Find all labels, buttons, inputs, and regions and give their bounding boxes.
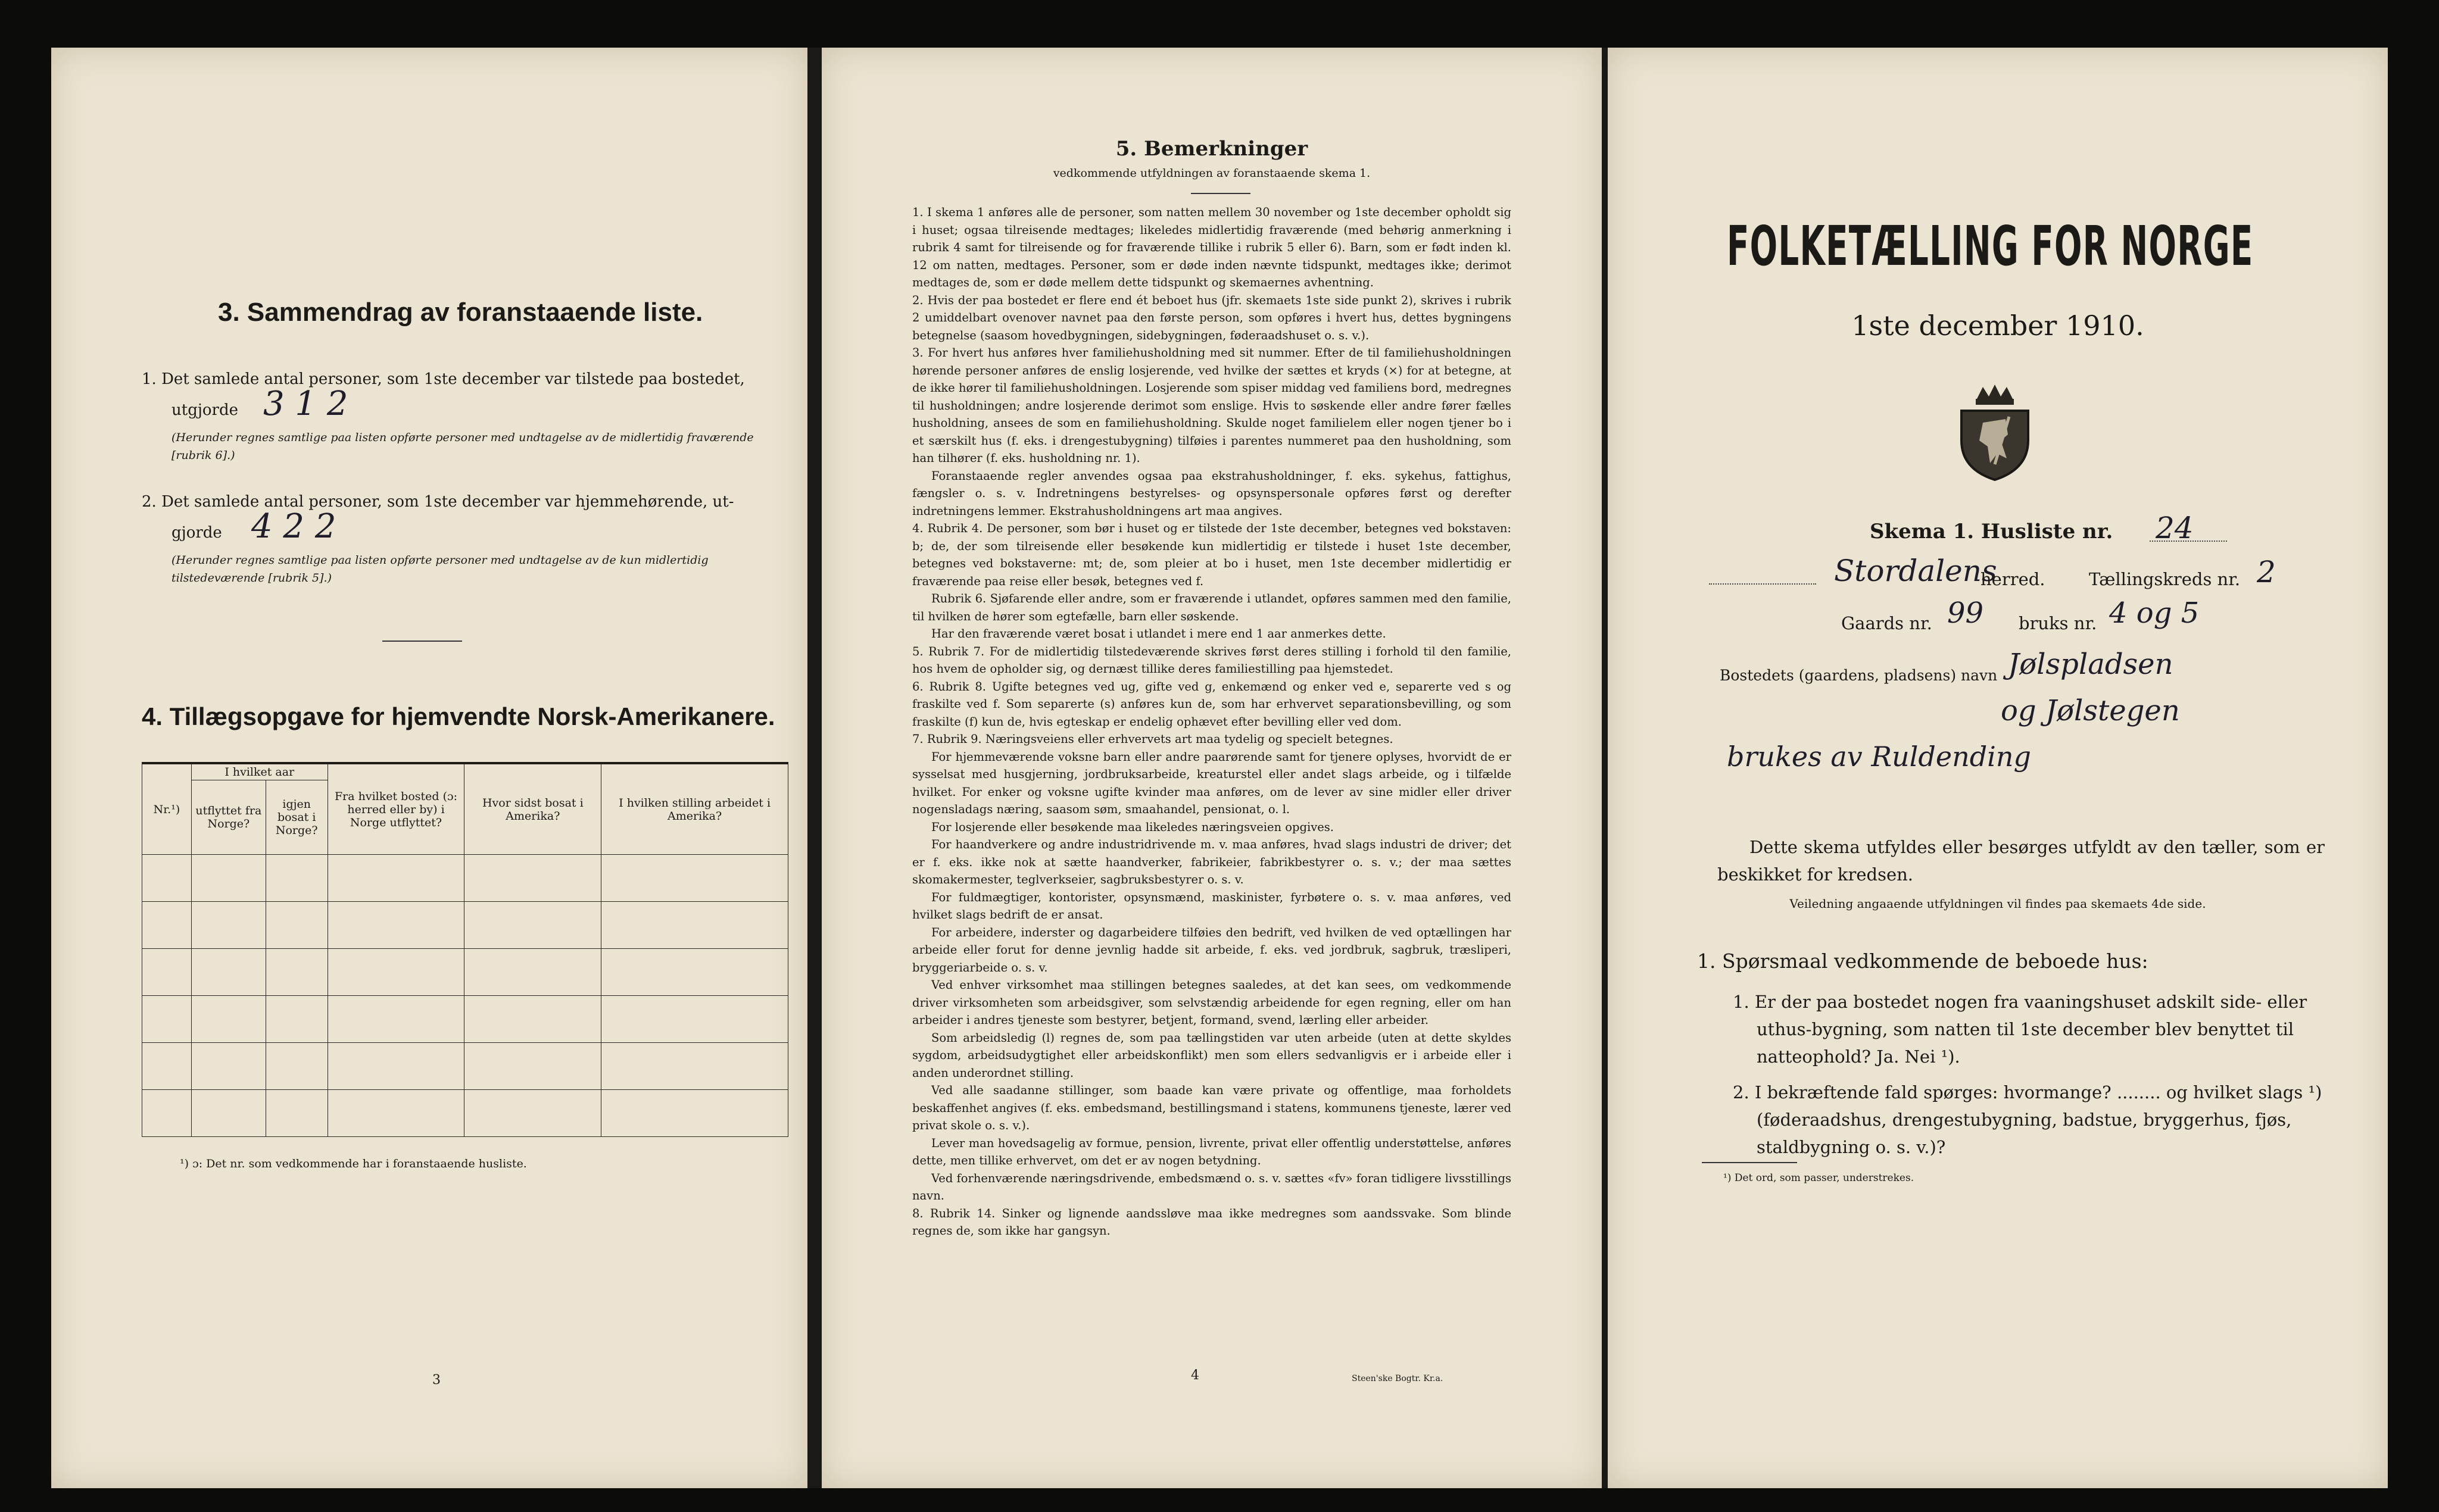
norsk-amerikanere-table (142, 762, 788, 1137)
table-cell (142, 855, 192, 902)
table-cell (328, 855, 464, 902)
table-cell (266, 1043, 328, 1090)
gutter-left (807, 48, 822, 1488)
bemerkning-paragraph: Foranstaaende regler anvendes ogsaa paa ekstrahusholdninger, f. eks. sykehus, fattighus, fængsler o. s. v. Indretningens bestyrelses- og opsynspersonale opføres først og derefter indretningens lemmer. Ekstrahusholdningens art maa angives. (912, 468, 1511, 518)
bemerkning-paragraph: 8. Rubrik 14. Sinker og lignende aandssløve maa ikke medregnes som aandssvake. Som blinde regnes de, som ikke har gangsyn. (912, 1206, 1511, 1238)
table-cell (601, 902, 788, 949)
kreds-label: Tællingskreds nr. (2089, 569, 2241, 589)
census-title: FOLKETÆLLING FOR NORGE (1727, 214, 2254, 278)
table-cell (266, 949, 328, 996)
table-cell (142, 902, 192, 949)
table-cell (191, 855, 266, 902)
dotted-line (1709, 583, 1816, 585)
col-igjen: igjen bosat i Norge? (266, 780, 328, 855)
col-stilling: I hvilken stilling arbeidet i Amerika? (601, 763, 788, 855)
bemerkning-paragraph: 5. Rubrik 7. For de midlertidig tilstedeværende skrives først deres stilling i forhold til den familie, hos hvem de opholder sig, og dernæst tillike deres familiestilling paa hjemstedet. (912, 644, 1511, 676)
bemerkning-paragraph: Ved enhver virksomhet maa stillingen betegnes saaledes, at det kan sees, om vedkommende driver virksomheten som arbeidsgiver, som selvstændig arbeidende for egen regning, eller om han arbeider i andres tjeneste som bestyrer, betjent, formand, svend, lærling eller arbeider. (912, 978, 1511, 1027)
table-cell (191, 1090, 266, 1137)
table-cell (328, 1043, 464, 1090)
table-cell (601, 996, 788, 1043)
table-cell (266, 1090, 328, 1137)
table-cell (601, 1043, 788, 1090)
table-cell (464, 949, 601, 996)
table-cell (328, 996, 464, 1043)
table-cell (464, 902, 601, 949)
bemerkning-paragraph: Rubrik 6. Sjøfarende eller andre, som er fraværende i utlandet, opføres sammen med den familie, til hvilken de hører som egtefælle, barn eller søskende. (912, 592, 1511, 623)
table-cell (601, 1090, 788, 1137)
item-1-note: (Herunder regnes samtlige paa listen opførte personer med undtagelse av de midlertidig fraværende [rubrik 6].) (171, 431, 754, 462)
husliste-nr: 24 (2156, 511, 2194, 545)
question-2: 2. I bekræftende fald spørges: hvormange? ........ og hvilket slags ¹) (føderaadshus, drengestubygning, badstue, bryggerhus, fjøs, staldbygning o. s. v.)? (1733, 1082, 2322, 1157)
bemerkning-paragraph: 1. I skema 1 anføres alle de personer, som natten mellem 30 november og 1ste december opholdt sig i huset; ogsaa tilreisende medtages; likeledes midlertidig fraværende (med behørig anmerkning i rubrik 4 samt for tilreisende og for fraværende tillike i rubrik 5 eller 6). Barn, som er født inden kl. 12 om natten, medtages. Personer, som er døde inden nævnte tidspunkt, medtages ikke; derimot medtages de, som er døde mellem dette tidspunkt og skemaernes avhentning. (912, 205, 1511, 289)
table-row (142, 1090, 788, 1137)
gaards-nr: 99 (1947, 596, 1984, 630)
table-cell (464, 855, 601, 902)
table-row (142, 949, 788, 996)
bemerkning-paragraph: Har den fraværende været bosat i utlandet i mere end 1 aar anmerkes dette. (931, 627, 1386, 641)
table-row (142, 1043, 788, 1090)
bemerkning-paragraph: For hjemmeværende voksne barn eller andre paarørende samt for tjenere oplyses, hvorvidt de er sysselsat med husgjerning, jordbruksarbeide, kreaturstel eller andet slags arbeide, og i tilfælde hvilket. For enker og voksne ugifte kvinder maa anføres, om de lever av sine midler eller driver nogensladags næring, saasom søm, smaahandel, pensionat, o. l. (912, 749, 1511, 816)
dotted-line (2150, 541, 2227, 542)
table-row (142, 996, 788, 1043)
section-4-title: 4. Tillægsopgave for hjemvendte Norsk-Amerikanere. (142, 702, 775, 730)
item-1-lead: utgjorde (171, 401, 239, 419)
table-cell (142, 996, 192, 1043)
bosted-name-1: Jølspladsen (2008, 648, 2173, 681)
bemerkning-paragraph: Ved alle saadanne stillinger, som baade kan være private og offentlige, maa forholdets beskaffenhet angives (f. eks. embedsmand, bestillingsmand i statens, kommunens tjeneste, lærer ved privat skole o. s. v.). (912, 1083, 1511, 1132)
kreds-nr: 2 (2257, 555, 2276, 589)
table-cell (266, 855, 328, 902)
bruks-nr: 4 og 5 (2109, 596, 2200, 630)
question-1: 1. Er der paa bostedet nogen fra vaaningshuset adskilt side- eller uthus-bygning, som natten til 1ste december blev benyttet til natteophold? Ja. Nei ¹). (1733, 992, 2307, 1067)
table-cell (464, 1043, 601, 1090)
col-fra-bosted: Fra hvilket bosted (ɔ: herred eller by) i Norge utflyttet? (328, 763, 464, 855)
page-number: 3 (432, 1373, 441, 1388)
table-cell (464, 1090, 601, 1137)
footnote: ¹) ɔ: Det nr. som vedkommende har i foranstaaende husliste. (180, 1157, 527, 1170)
table-cell (464, 996, 601, 1043)
page-number: 4 (1191, 1368, 1199, 1383)
veiledning-text: Veiledning angaaende utfyldningen vil findes paa skemaets 4de side. (1789, 896, 2206, 911)
col-group-aar: I hvilket aar (191, 763, 328, 780)
table-cell (191, 949, 266, 996)
bosted-name-3: brukes av Ruldending (1727, 741, 2031, 773)
page-left (51, 48, 807, 1488)
table-cell (266, 902, 328, 949)
table-cell (328, 902, 464, 949)
table-cell (328, 1090, 464, 1137)
herred-name: Stordalens (1834, 554, 1997, 588)
col-hvor-sidst: Hvor sidst bosat i Amerika? (464, 763, 601, 855)
skema-label: Skema 1. Husliste nr. (1870, 520, 2113, 543)
bemerkning-paragraph: 6. Rubrik 8. Ugifte betegnes ved ug, gifte ved g, enkemænd og enker ved e, separerte ved s og fraskilte ved f. Som separerte (s) anføres kun de, som har erhvervet separationsbevilling, og som fraskilte (f) kun de, hvis egteskap er endelig ophævet efter bevilling eller ved dom. (912, 679, 1511, 729)
col-nr: Nr.¹) (142, 763, 192, 855)
table-cell (191, 1043, 266, 1090)
bosted-label: Bostedets (gaardens, pladsens) navn (1720, 667, 1998, 684)
printer-mark: Steen'ske Bogtr. Kr.a. (1352, 1374, 1443, 1383)
item-2-value: 4 2 2 (251, 507, 336, 546)
herred-label: herred. (1980, 569, 2045, 589)
bemerkning-paragraph: For fuldmægtiger, kontorister, opsynsmænd, maskinister, fyrbøtere o. s. v. maa anføres, ved hvilket slags bedrift de er ansat. (912, 890, 1511, 921)
table-cell (142, 949, 192, 996)
item-2-lead: gjorde (171, 524, 222, 542)
footnote: ¹) Det ord, som passer, understrekes. (1723, 1172, 1914, 1184)
bemerkninger-subtitle: vedkommende utfyldningen av foranstaaende skema 1. (1053, 167, 1371, 180)
bemerkning-paragraph: For arbeidere, inderster og dagarbeidere tilføies den bedrift, ved hvilken de ved optællingen har arbeide eller forut for denne jevnlig hadde sit arbeide, f. eks. ved jordbruk, sagbruk, træsliperi, bryggeriarbeide o. s. v. (912, 925, 1511, 974)
col-utflyttet: utflyttet fra Norge? (191, 780, 266, 855)
bemerkning-paragraph: Ved forhenværende næringsdrivende, embedsmænd o. s. v. sættes «fv» foran tidligere livsstillings navn. (912, 1171, 1511, 1202)
item-1-value: 3 1 2 (263, 385, 348, 423)
bemerkning-paragraph: Lever man hovedsagelig av formue, pension, livrente, privat eller offentlig understøttelse, anføres dette, men tillike erhvervet, om det er av nogen betydning. (912, 1136, 1511, 1167)
section-3-title: 3. Sammendrag av foranstaaende liste. (218, 298, 703, 327)
questions-heading: 1. Spørsmaal vedkommende de beboede hus: (1697, 949, 2148, 973)
table-cell (142, 1090, 192, 1137)
page-right (1608, 48, 2388, 1488)
table-cell (328, 949, 464, 996)
coat-of-arms-icon (1953, 381, 2036, 482)
divider (382, 641, 462, 642)
bosted-name-2: og Jølstegen (2001, 694, 2180, 727)
bemerkning-paragraph: Som arbeidsledig (l) regnes de, som paa tællingstiden var uten arbeide (uten at dette skyldes sygdom, arbeidsudygtighet eller arbeidskonflikt) men som ellers sedvanligvis er i arbeide eller i anden underordnet stilling. (912, 1030, 1511, 1080)
item-2-text: 2. Det samlede antal personer, som 1ste december var hjemmehørende, ut- (142, 493, 734, 511)
bruks-label: bruks nr. (2019, 613, 2097, 633)
bemerkning-paragraph: 3. For hvert hus anføres hver familiehusholdning med sit nummer. Efter de til familiehusholdningen hørende personer anføres de enslig losjerende, ved hvilke der sættes et kryds (×) for at betegne, at de ikke hører til familiehusholdningen. Losjerende som spiser middag ved familiens bord, medregnes til husholdningen; andre losjerende derimot som enslige. Hvis to søskende eller andre fører fælles husholdning, ansees de som en familiehusholdning. Skulde noget familielem eller nogen tjener bo i et særskilt hus (f. eks. i drengestubygning) tilføies i parentes nummeret paa den husholdning, som han tilhører (f. eks. husholdning nr. 1). (912, 346, 1511, 465)
table-cell (142, 1043, 192, 1090)
divider (1191, 193, 1250, 194)
census-date: 1ste december 1910. (1851, 310, 2144, 342)
item-2-note: (Herunder regnes samtlige paa listen opførte personer med undtagelse av de kun midlertidig tilstedeværende [rubrik 5].) (171, 554, 709, 585)
gaards-label: Gaards nr. (1841, 613, 1932, 633)
instruction-text: Dette skema utfyldes eller besørges utfyldt av den tæller, som er beskikket for kredsen. (1717, 837, 2325, 885)
bemerkning-paragraph: For losjerende eller besøkende maa likeledes næringsveien opgives. (931, 820, 1334, 834)
table-row (142, 902, 788, 949)
divider (1702, 1162, 1797, 1163)
bemerkninger-title: 5. Bemerkninger (1115, 137, 1308, 161)
page-middle (822, 48, 1602, 1488)
item-1-text: 1. Det samlede antal personer, som 1ste december var tilstede paa bostedet, (142, 370, 745, 388)
table-cell (601, 855, 788, 902)
table-cell (191, 996, 266, 1043)
bemerkninger-list (912, 204, 1511, 1240)
bemerkning-paragraph: For haandverkere og andre industridrivende m. v. maa anføres, hvad slags industri de driver; det er f. eks. ikke nok at sætte haandverker, fabrikeier, fabrikbestyrer o. s. v.; der maa sættes skomakermester, teglverkseier, sagbruksbestyrer o. s. v. (912, 838, 1511, 886)
table-cell (601, 949, 788, 996)
bemerkning-paragraph: 7. Rubrik 9. Næringsveiens eller erhvervets art maa tydelig og specielt betegnes. (912, 732, 1393, 746)
bemerkning-paragraph: 2. Hvis der paa bostedet er flere end ét beboet hus (jfr. skemaets 1ste side punkt 2), skrives i rubrik 2 umiddelbart ovenover navnet paa den første person, som opføres i hvert hus, dettes bygningens betegnelse (saasom hovedbygningen, sidebygningen, føderaadshuset o. s. v.). (912, 293, 1511, 342)
table-row (142, 855, 788, 902)
table-cell (191, 902, 266, 949)
bemerkning-paragraph: 4. Rubrik 4. De personer, som bør i huset og er tilstede der 1ste december, betegnes ved bokstaven: b; de, der som tilreisende eller besøkende kun midlertidig er tilstede i huset 1ste december, betegnes ved bokstaverne: mt; de, som pleier at bo i huset, men 1ste december midlertidig er fraværende paa reise eller besøk, betegnes ved f. (912, 521, 1511, 588)
table-cell (266, 996, 328, 1043)
